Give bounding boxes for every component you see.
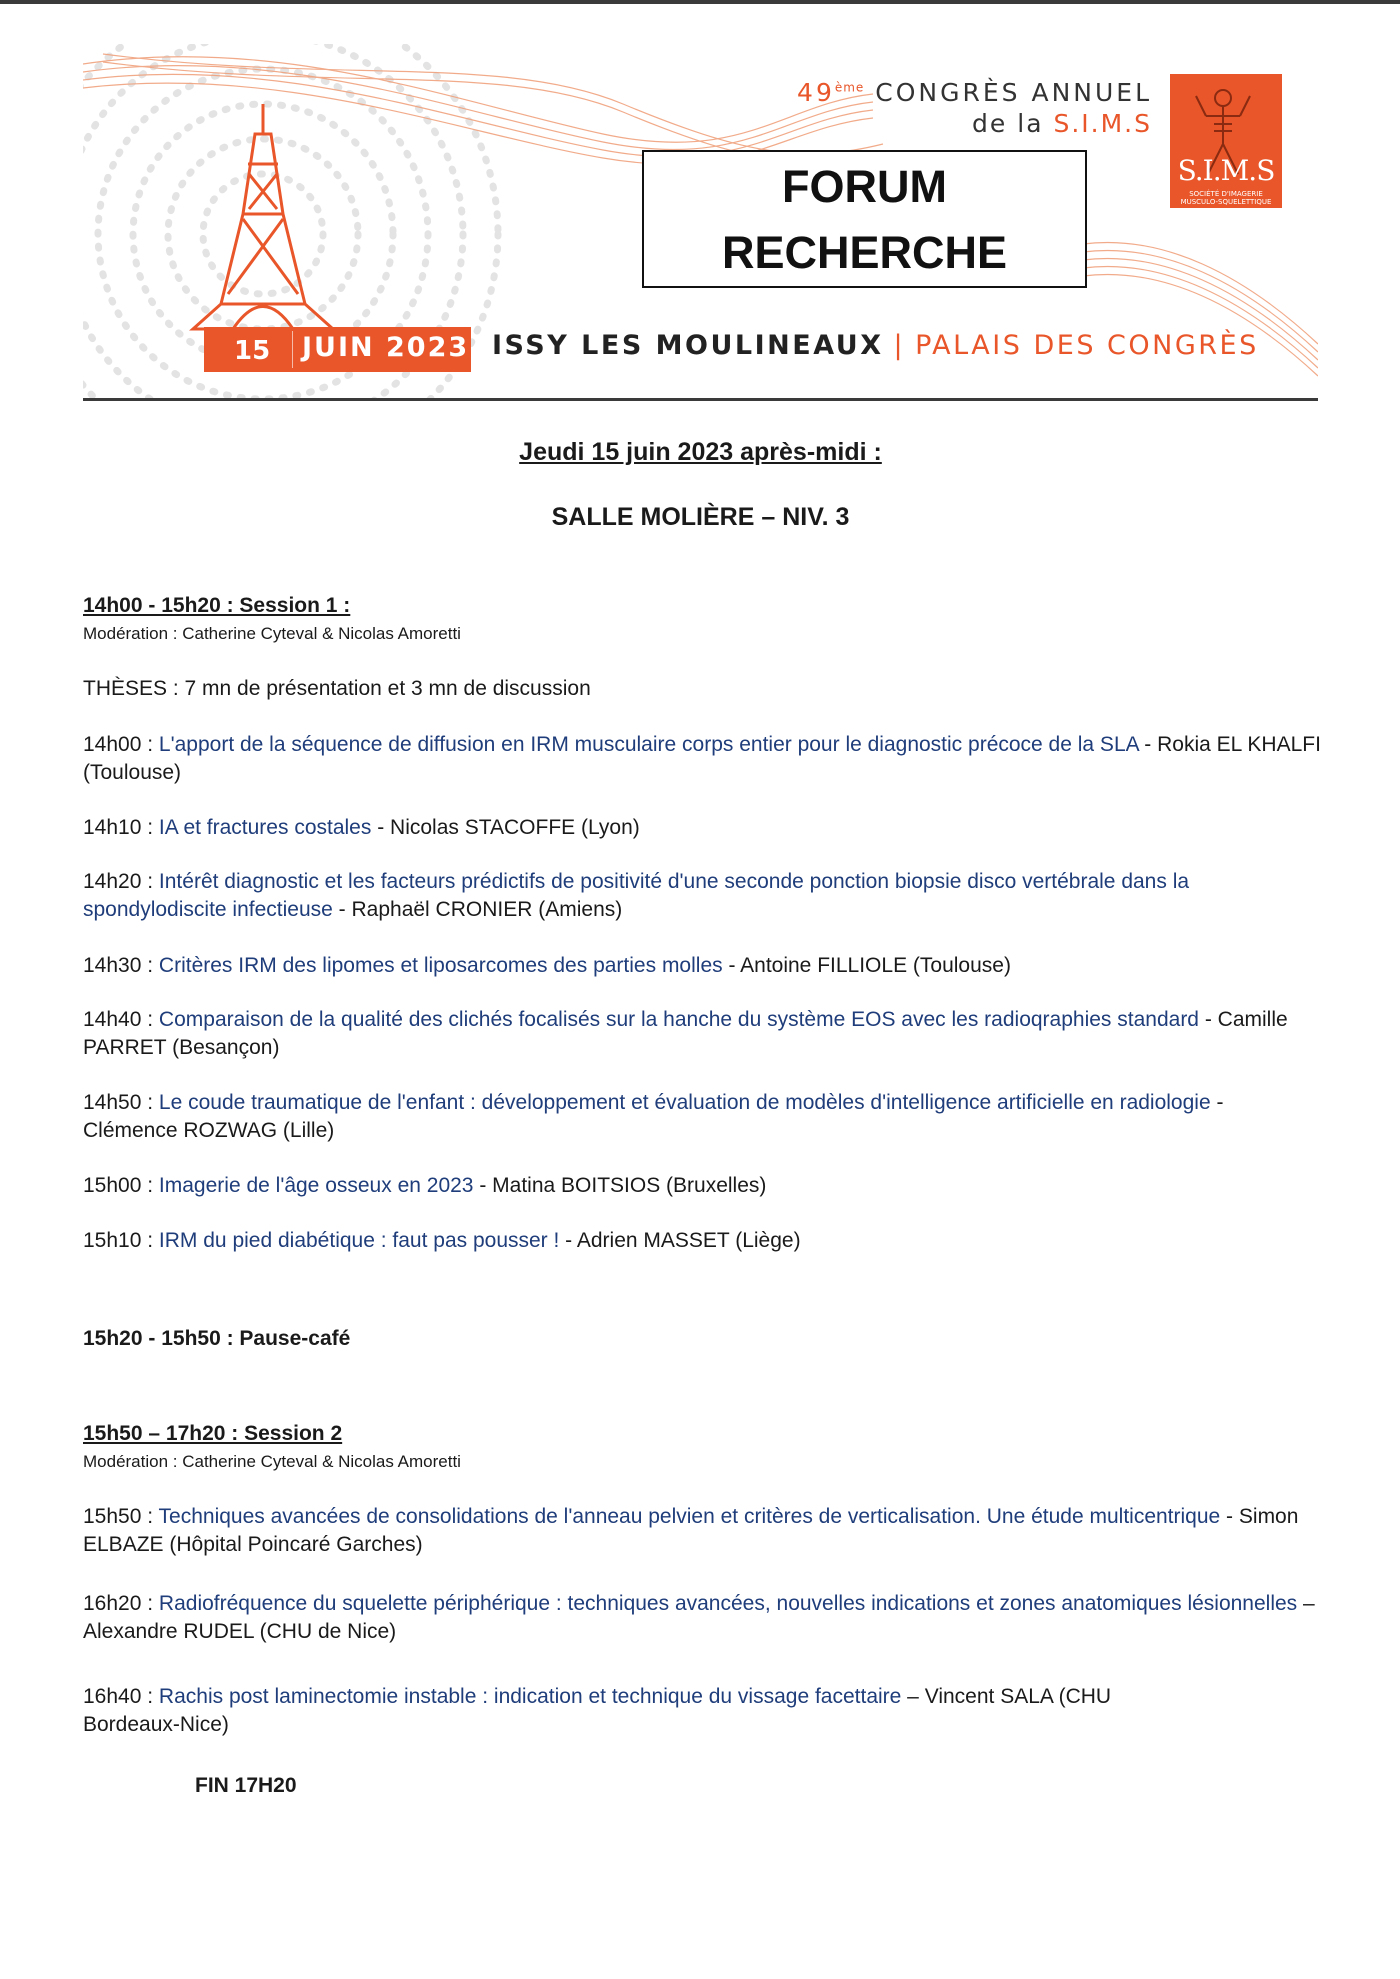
congress-line1: CONGRÈS ANNUEL bbox=[875, 78, 1152, 107]
talk-author: Raphaël CRONIER (Amiens) bbox=[351, 898, 623, 921]
talk-time: 15h00 : bbox=[83, 1174, 154, 1197]
logo-subtext: SOCIÉTÉ D'IMAGERIE MUSCULO-SQUELETTIQUE bbox=[1180, 190, 1272, 206]
session2-moderation: Modération : Catherine Cyteval & Nicolas Amoretti bbox=[83, 1452, 461, 1471]
talk-title: Radiofréquence du squelette périphérique : techniques avancées, nouvelles indications et zones anatomiques lésionnelles bbox=[158, 1592, 1298, 1615]
talk-time: 15h50 : bbox=[83, 1505, 154, 1528]
talk-item bbox=[83, 1590, 1323, 1646]
date-day: 15 bbox=[234, 336, 271, 366]
talk-time: 15h10 : bbox=[83, 1229, 154, 1252]
session1-moderation: Modération : Catherine Cyteval & Nicolas Amoretti bbox=[83, 624, 461, 643]
talk-title: Intérêt diagnostic et les facteurs prédictifs de positivité d'une seconde ponction biopsie disco vertébrale dans la spondylodiscite infectieuse bbox=[83, 870, 1190, 921]
coffee-break: 15h20 - 15h50 : Pause-café bbox=[83, 1327, 351, 1350]
talk-title: IA et fractures costales bbox=[158, 816, 372, 839]
talk-time: 14h00 : bbox=[83, 733, 154, 756]
end-time: FIN 17H20 bbox=[195, 1774, 297, 1797]
top-border bbox=[0, 0, 1400, 4]
talk-item: 14h50 : Le coude traumatique de l'enfant : développement et évaluation de modèles d'intelligence artificielle en radiologie - Clémence ROZWAG (Lille) bbox=[83, 1091, 1224, 1142]
talk-item: 15h00 : Imagerie de l'âge osseux en 2023 - Matina BOITSIOS (Bruxelles) bbox=[83, 1174, 767, 1197]
session1-title: 14h00 - 15h20 : Session 1 : bbox=[83, 594, 351, 617]
congress-title bbox=[797, 78, 1152, 138]
talk-author: Alexandre RUDEL (CHU de Nice) bbox=[83, 1620, 397, 1643]
talk-time: 16h20 : bbox=[83, 1592, 154, 1615]
date-badge bbox=[204, 327, 471, 372]
sims-logo bbox=[1170, 74, 1282, 208]
venue bbox=[492, 330, 1259, 361]
talk-author: Rokia EL KHALFI (Toulouse) bbox=[83, 733, 1321, 784]
forum-line2: RECHERCHE bbox=[721, 227, 1008, 278]
date-separator bbox=[292, 331, 293, 368]
talk-time: 14h10 : bbox=[83, 816, 154, 839]
talk-time: 14h40 : bbox=[83, 1008, 154, 1031]
room-heading: SALLE MOLIÈRE – NIV. 3 bbox=[551, 503, 850, 531]
talk-title: Critères IRM des lipomes et liposarcomes des parties molles bbox=[158, 954, 723, 977]
talk-author: Nicolas STACOFFE (Lyon) bbox=[390, 816, 640, 839]
congress-ordinal: 49 bbox=[797, 78, 835, 107]
talk-item bbox=[83, 1503, 1323, 1559]
talk-item: 14h30 : Critères IRM des lipomes et liposarcomes des parties molles - Antoine FILLIOLE (Toulouse) bbox=[83, 954, 1011, 977]
forum-line1: FORUM bbox=[782, 161, 947, 212]
talk-title: L'apport de la séquence de diffusion en IRM musculaire corps entier pour le diagnostic précoce de la SLA bbox=[158, 733, 1139, 756]
talk-item: 14h10 : IA et fractures costales - Nicolas STACOFFE (Lyon) bbox=[83, 816, 640, 839]
talk-title: Techniques avancées de consolidations de l'anneau pelvien et critères de verticalisation. Une étude multicentrique bbox=[158, 1505, 1221, 1528]
forum-title-box bbox=[642, 150, 1087, 288]
talk-author: Adrien MASSET (Liège) bbox=[576, 1229, 801, 1252]
talk-item: 14h40 : Comparaison de la qualité des clichés focalisés sur la hanche du système EOS avec les radioqraphies standard - Camille PARRET (Besançon) bbox=[83, 1008, 1288, 1059]
session2-title: 15h50 – 17h20 : Session 2 bbox=[83, 1422, 343, 1445]
talk-author: Camille PARRET (Besançon) bbox=[83, 1008, 1288, 1059]
talk-author: Matina BOITSIOS (Bruxelles) bbox=[492, 1174, 767, 1197]
venue-divider: | bbox=[893, 330, 906, 361]
day-heading: Jeudi 15 juin 2023 après-midi : bbox=[519, 438, 882, 466]
talk-title: Imagerie de l'âge osseux en 2023 bbox=[158, 1174, 474, 1197]
congress-superscript: ème bbox=[834, 80, 865, 95]
theses-note: THÈSES : 7 mn de présentation et 3 mn de discussion bbox=[83, 677, 591, 700]
talk-separator: – bbox=[901, 1685, 925, 1708]
talk-item bbox=[83, 1683, 1163, 1739]
logo-text: S.I.M.S bbox=[1177, 154, 1275, 187]
talk-time: 16h40 : bbox=[83, 1685, 154, 1708]
talk-time: 14h20 : bbox=[83, 870, 154, 893]
talk-author: Clémence ROZWAG (Lille) bbox=[83, 1119, 335, 1142]
header-rule bbox=[83, 398, 1318, 401]
congress-org: S.I.M.S bbox=[1053, 109, 1152, 138]
talk-item: 15h10 : IRM du pied diabétique : faut pas pousser ! - Adrien MASSET (Liège) bbox=[83, 1229, 801, 1252]
talk-author: Simon ELBAZE (Hôpital Poincaré Garches) bbox=[83, 1505, 1299, 1556]
talk-title: Comparaison de la qualité des clichés focalisés sur la hanche du système EOS avec les radioqraphies standard bbox=[158, 1008, 1199, 1031]
talk-author: Vincent SALA (CHU Bordeaux-Nice) bbox=[83, 1685, 1112, 1736]
venue-place: PALAIS DES CONGRÈS bbox=[915, 330, 1259, 361]
talk-title: Le coude traumatique de l'enfant : développement et évaluation de modèles d'intelligence artificielle en radiologie bbox=[158, 1091, 1211, 1114]
talk-item: 14h20 : Intérêt diagnostic et les facteurs prédictifs de positivité d'une seconde ponction biopsie disco vertébrale dans la spondylodiscite infectieuse - Raphaël CRONIER (Amiens) bbox=[83, 870, 1190, 921]
talk-time: 14h50 : bbox=[83, 1091, 154, 1114]
venue-city: ISSY LES MOULINEAUX bbox=[492, 330, 884, 361]
talk-title: IRM du pied diabétique : faut pas pousser ! bbox=[158, 1229, 560, 1252]
talk-separator: - bbox=[1220, 1505, 1239, 1528]
talk-time: 14h30 : bbox=[83, 954, 154, 977]
talk-separator: – bbox=[1297, 1592, 1315, 1615]
talk-item: 14h00 : L'apport de la séquence de diffusion en IRM musculaire corps entier pour le diagnostic précoce de la SLA - Rokia EL KHALFI (Toulouse) bbox=[83, 733, 1321, 784]
talk-author: Antoine FILLIOLE (Toulouse) bbox=[740, 954, 1011, 977]
talk-title: Rachis post laminectomie instable : indication et technique du vissage facettaire bbox=[158, 1685, 902, 1708]
congress-line2-prefix: de la bbox=[972, 109, 1044, 138]
date-month-year: JUIN 2023 bbox=[302, 332, 470, 363]
